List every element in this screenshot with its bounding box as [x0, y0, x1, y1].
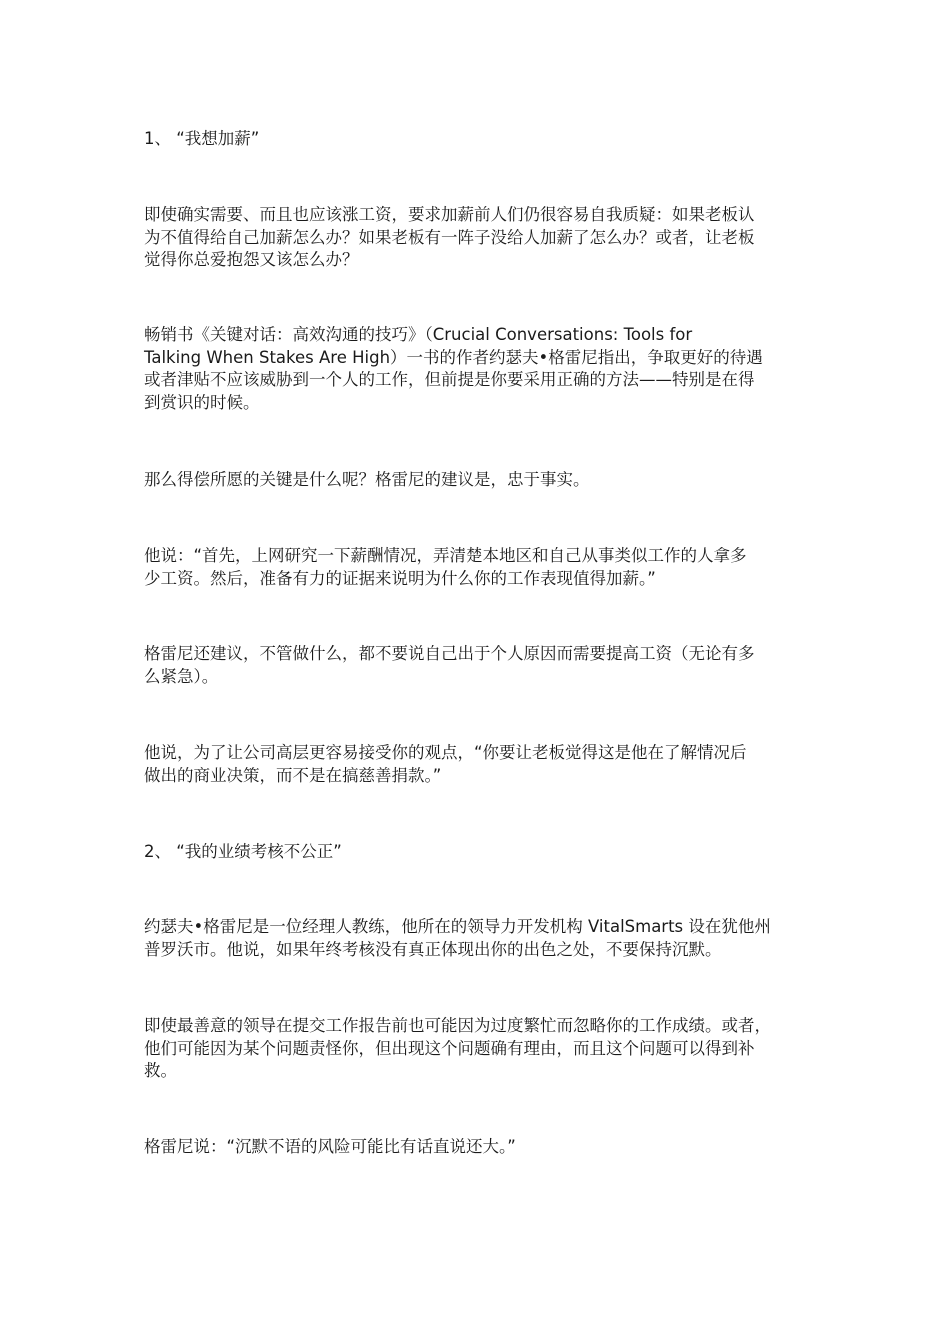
paragraph: 那么得偿所愿的关键是什么呢？格雷尼的建议是，忠于事实。 — [144, 470, 590, 489]
section-heading-1: 1、 “我想加薪” — [144, 129, 260, 148]
paragraph: 畅销书《关键对话：高效沟通的技巧》（Crucial Conversations: Tools for Talking When Stakes Are High）一书的作者约瑟夫•格雷尼指出，争取更好的待遇 或者津贴不应该威胁到一个人的工作，但前提是你要采用正确的方法——特别是在得 到赏识的时候。 — [144, 325, 763, 412]
paragraph: 他说：“首先，上网研究一下薪酬情况，弄清楚本地区和自己从事类似工作的人拿多 少工资。然后，准备有力的证据来说明为什么你的工作表现值得加薪。” — [144, 546, 747, 588]
paragraph: 即使最善意的领导在提交工作报告前也可能因为过度繁忙而忽略你的工作成绩。或者， 他们可能因为某个问题责怪你，但出现这个问题确有理由，而且这个问题可以得到补 救。 — [144, 1016, 771, 1080]
paragraph: 约瑟夫•格雷尼是一位经理人教练，他所在的领导力开发机构 VitalSmarts 设在犹他州 普罗沃市。他说，如果年终考核没有真正体现出你的出色之处，不要保持沉默。 — [144, 917, 771, 959]
paragraph: 格雷尼还建议，不管做什么，都不要说自己出于个人原因而需要提高工资（无论有多 么紧急）。 — [144, 644, 755, 686]
paragraph: 即使确实需要、而且也应该涨工资，要求加薪前人们仍很容易自我质疑：如果老板认 为不值得给自己加薪怎么办？如果老板有一阵子没给人加薪了怎么办？或者，让老板 觉得你总爱抱怨又该怎么办？ — [144, 205, 755, 269]
paragraph: 格雷尼说：“沉默不语的风险可能比有话直说还大。” — [144, 1137, 516, 1156]
section-heading-2: 2、 “我的业绩考核不公正” — [144, 842, 342, 861]
paragraph: 他说，为了让公司高层更容易接受你的观点，“你要让老板觉得这是他在了解情况后 做出的商业决策，而不是在搞慈善捐款。” — [144, 743, 747, 785]
